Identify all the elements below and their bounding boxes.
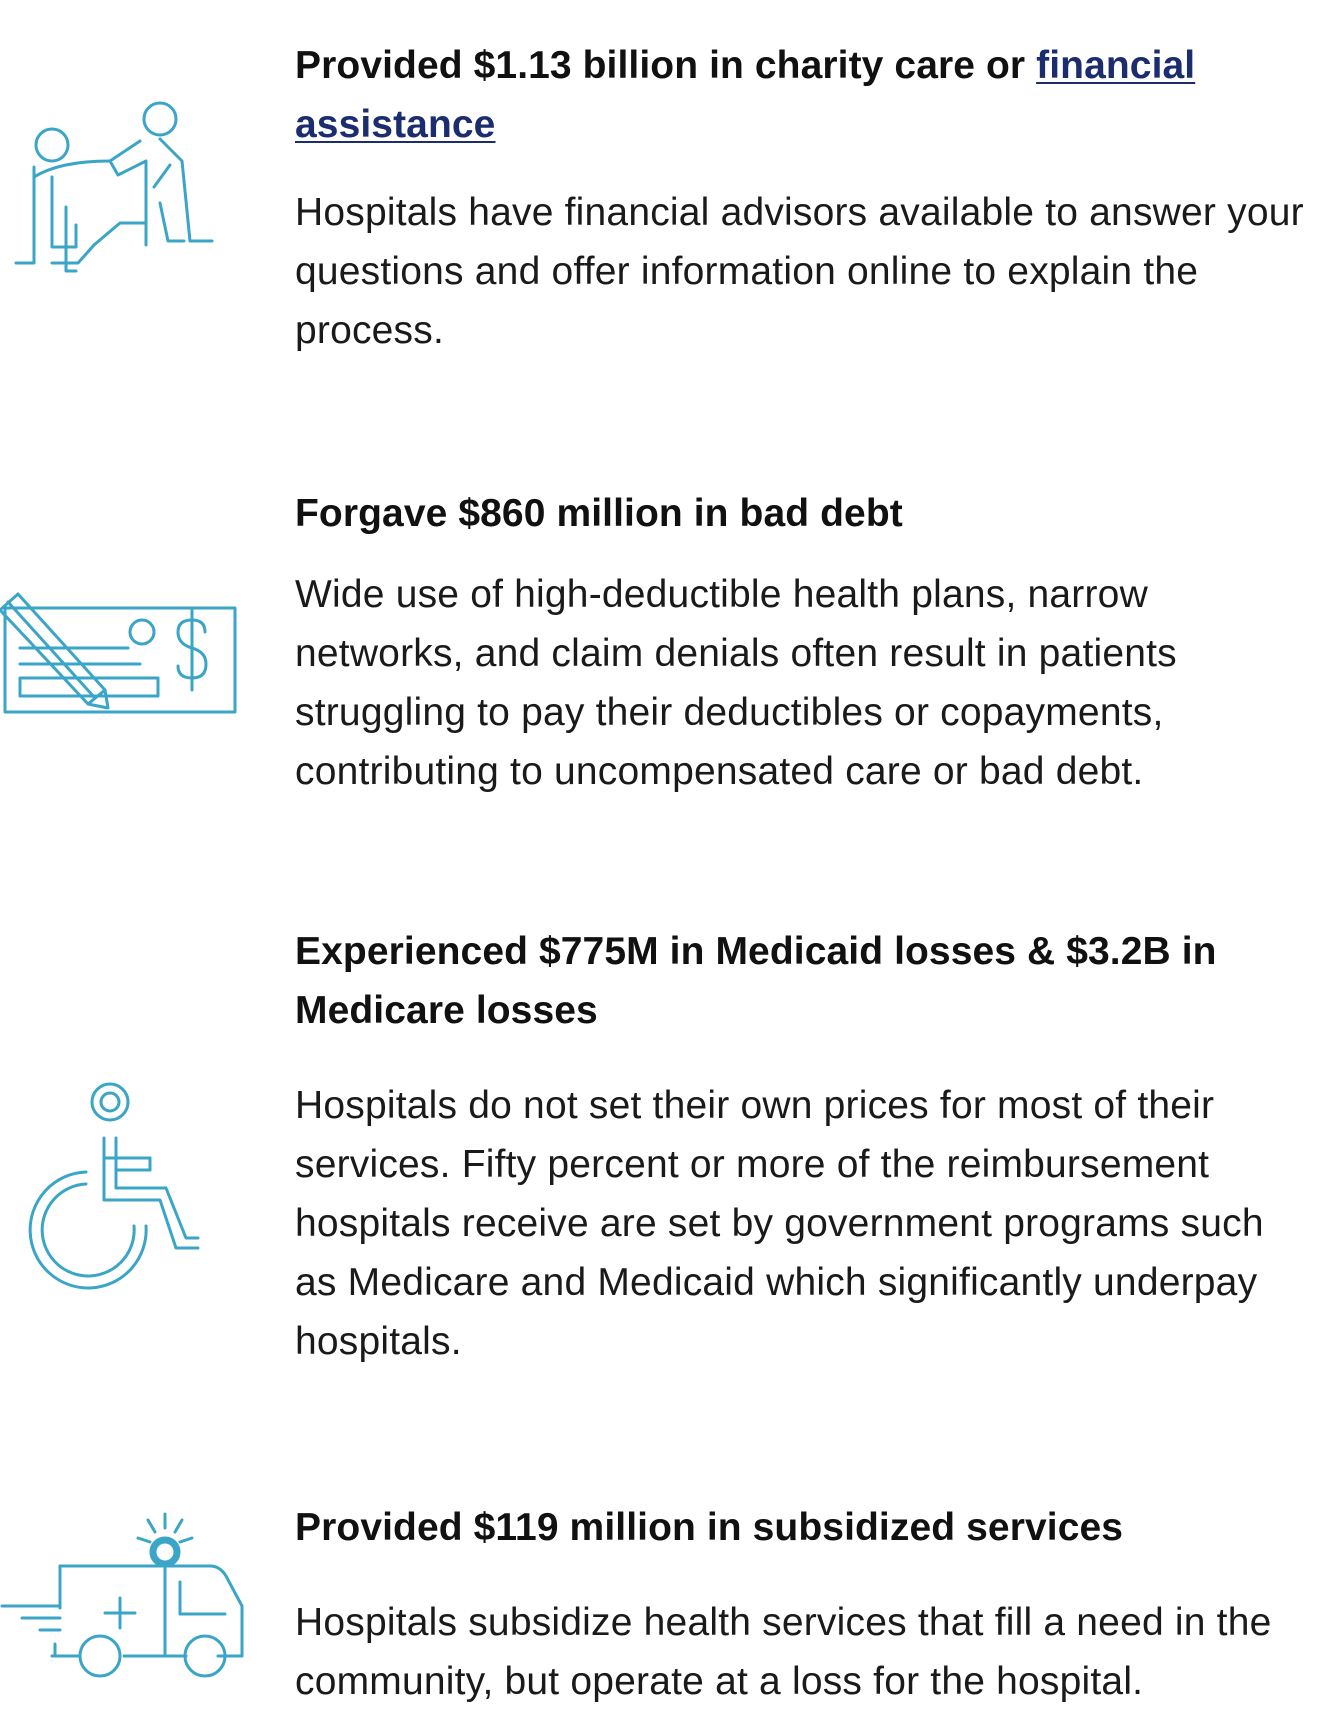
helping-hand-icon — [0, 95, 230, 295]
medicaid-losses-body: Hospitals do not set their own prices for most of their services. Fifty percent or more of the reimbursement hospitals receive are set by government programs such as Medicare and Medicaid which significantly underpay hospitals. — [295, 1084, 1264, 1363]
subsidized-services-body: Hospitals subsidize health services that fill a need in the community, but operate at a loss for the hospital. — [295, 1601, 1272, 1703]
bad-debt-heading: Forgave $860 million in bad debt — [295, 492, 903, 535]
charity-care-body: Hospitals have financial advisors available to answer your questions and offer information online to explain the process. — [295, 191, 1304, 352]
bad-debt-body: Wide use of high-deductible health plans, narrow networks, and claim denials often result in patients struggling to pay their deductibles or copayments, contributing to uncompensated care or bad debt. — [295, 573, 1177, 793]
check-dollar-icon — [0, 592, 240, 722]
ambulance-icon — [0, 1510, 250, 1680]
wheelchair-icon — [0, 1080, 220, 1280]
financial-assistance-link[interactable]: financial assistance — [295, 44, 1196, 146]
medicaid-losses-heading: Experienced $775M in Medicaid losses & $3.2B in Medicare losses — [295, 930, 1217, 1032]
charity-care-heading — [295, 36, 1305, 154]
subsidized-services-heading: Provided $119 million in subsidized services — [295, 1506, 1124, 1549]
charity-care-heading-text: Provided $1.13 billion in charity care or — [295, 44, 1037, 87]
